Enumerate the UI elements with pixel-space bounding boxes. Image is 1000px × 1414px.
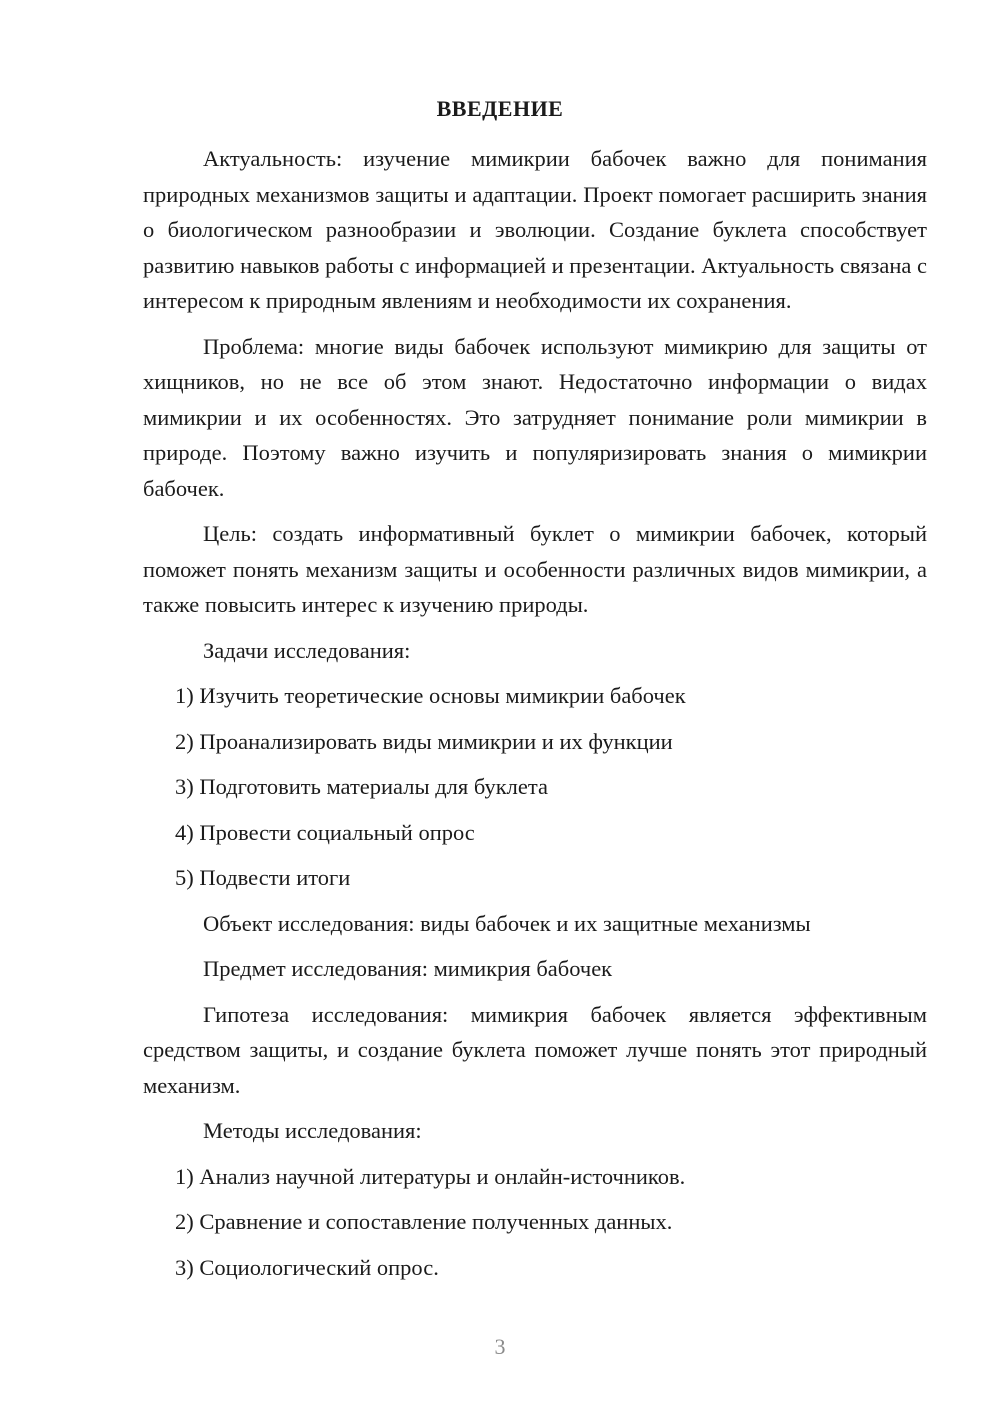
research-subject: Предмет исследования: мимикрия бабочек [203, 956, 613, 981]
method-item-2: 2) Сравнение и сопоставление полученных данных. [175, 1209, 673, 1234]
body-text [143, 141, 927, 1285]
problem-paragraph: Проблема: многие виды бабочек используют мимикрию для защиты от хищников, но не все об этом знают. Недостаточно информации о видах мимикрии и их особенностях. Это затрудняет понимание роли мимикрии в природе. Поэтому важно изучить и популяризировать знания о мимикрии бабочек. [143, 333, 927, 501]
relevance-paragraph: Актуальность: изучение мимикрии бабочек важно для понимания природных механизмов защиты и адаптации. Проект помогает расширить знания о биологическом разнообразии и эволюции. Создание буклета способствует развитию навыков работы с информацией и презентации. Актуальность связана с интересом к природным явлениям и необходимости их сохранения. [143, 146, 927, 313]
research-object: Объект исследования: виды бабочек и их защитные механизмы [203, 910, 811, 936]
tasks-heading: Задачи исследования: [203, 637, 411, 663]
section-title: ВВЕДЕНИЕ [436, 96, 564, 121]
page-number: 3 [494, 1334, 506, 1359]
method-item-3: 3) Социологический опрос. [175, 1254, 439, 1280]
task-item-2: 2) Проанализировать виды мимикрии и их функции [175, 728, 673, 754]
hypothesis-paragraph: Гипотеза исследования: мимикрия бабочек является эффективным средством защиты, и создание буклета поможет лучше понять этот природный механизм. [143, 1001, 927, 1098]
method-item-1: 1) Анализ научной литературы и онлайн-источников. [175, 1163, 686, 1189]
goal-paragraph: Цель: создать информативный буклет о мимикрии бабочек, который поможет понять механизм защиты и особенности различных видов мимикрии, а также повысить интерес к изучению природы. [143, 521, 927, 617]
task-item-4: 4) Провести социальный опрос [175, 819, 475, 845]
task-item-1: 1) Изучить теоретические основы мимикрии бабочек [175, 683, 686, 708]
task-item-3: 3) Подготовить материалы для буклета [175, 774, 548, 799]
task-item-5: 5) Подвести итоги [175, 865, 351, 890]
methods-heading: Методы исследования: [203, 1118, 422, 1143]
